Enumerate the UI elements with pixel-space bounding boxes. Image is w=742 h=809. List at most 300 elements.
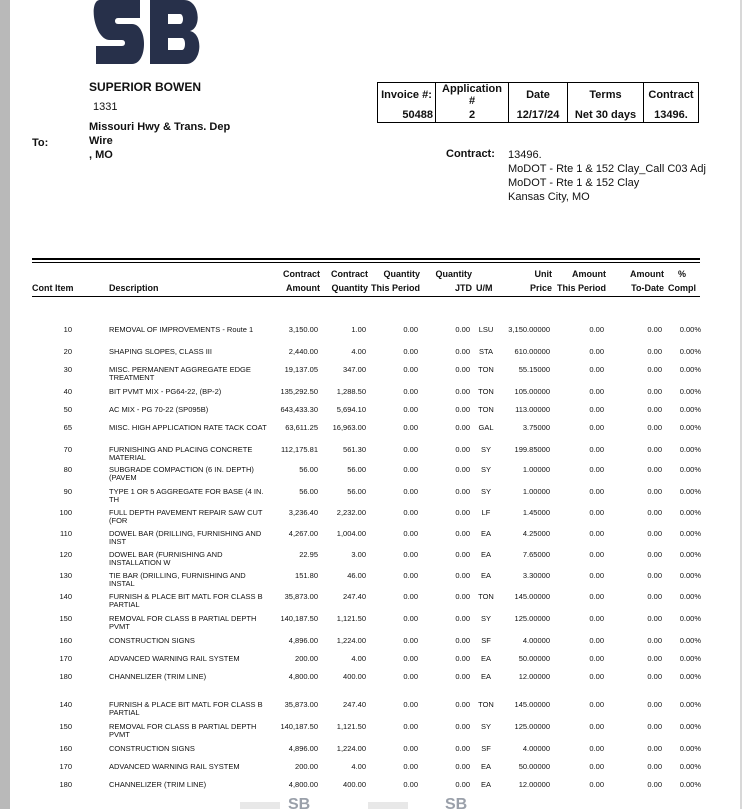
- col-header-description: Description: [109, 283, 159, 293]
- contract-amount: 35,873.00: [284, 700, 318, 709]
- header-line: Unit: [534, 269, 552, 279]
- contract-value: 13496.: [644, 107, 699, 123]
- svg-text:SB: SB: [288, 796, 311, 809]
- qty-this-period: 0.00: [403, 592, 418, 601]
- contract-quantity: 2,232.00: [336, 508, 366, 517]
- contract-amount: 135,292.50: [280, 387, 318, 396]
- cont-item: 110: [60, 529, 72, 538]
- percent-complete: 0.00%: [679, 654, 701, 663]
- qty-jtd: 0.00: [455, 571, 470, 580]
- unit-of-measure: EA: [480, 654, 491, 663]
- percent-complete: 0.00%: [679, 780, 701, 789]
- unit-price: 610.00000: [514, 347, 550, 356]
- amount-this-period: 0.00: [589, 465, 604, 474]
- header-line: Quantity: [383, 269, 420, 279]
- qty-jtd: 0.00: [455, 722, 470, 731]
- unit-of-measure: LF: [481, 508, 491, 517]
- amount-to-date: 0.00: [647, 365, 662, 374]
- qty-this-period: 0.00: [403, 672, 418, 681]
- contract-amount: 4,800.00: [288, 672, 318, 681]
- qty-jtd: 0.00: [455, 387, 470, 396]
- contract-quantity: 1.00: [351, 325, 366, 334]
- item-description: FURNISHING AND PLACING CONCRETE MATERIAL: [109, 445, 253, 462]
- amount-this-period: 0.00: [589, 550, 604, 559]
- qty-jtd: 0.00: [455, 636, 470, 645]
- col-header-contract-quantity: [322, 267, 368, 295]
- amount-this-period: 0.00: [589, 700, 604, 709]
- header-line: Amount: [572, 269, 606, 279]
- qty-this-period: 0.00: [403, 325, 418, 334]
- contract-line: 13496.: [508, 149, 542, 161]
- cont-item: 30: [63, 365, 72, 374]
- superior-bowen-logo: [92, 0, 200, 64]
- qty-jtd: 0.00: [455, 465, 470, 474]
- unit-price: 105.00000: [514, 387, 550, 396]
- unit-price: 113.00000: [515, 405, 550, 414]
- unit-of-measure: TON: [478, 700, 494, 709]
- header-line: To-Date: [631, 283, 664, 293]
- qty-jtd: 0.00: [455, 654, 470, 663]
- cont-item: 140: [59, 700, 72, 709]
- cont-item: 160: [59, 636, 72, 645]
- contract-amount: 22.95: [299, 550, 318, 559]
- item-description: TYPE 1 OR 5 AGGREGATE FOR BASE (4 IN. TH: [109, 487, 264, 504]
- unit-of-measure: EA: [480, 529, 491, 538]
- qty-this-period: 0.00: [403, 722, 418, 731]
- qty-jtd: 0.00: [455, 550, 470, 559]
- qty-jtd: 0.00: [455, 614, 470, 623]
- amount-to-date: 0.00: [647, 387, 662, 396]
- qty-this-period: 0.00: [403, 762, 418, 771]
- amount-to-date: 0.00: [647, 405, 662, 414]
- percent-complete: 0.00%: [679, 529, 701, 538]
- col-header-percent-complete: [666, 267, 698, 295]
- invoice-number-value: 50488: [378, 107, 436, 123]
- customer-address: [89, 120, 259, 162]
- amount-this-period: 0.00: [589, 672, 604, 681]
- qty-this-period: 0.00: [403, 465, 418, 474]
- header-line: Amount: [286, 283, 320, 293]
- application-number-header: Application #: [436, 83, 509, 108]
- contract-quantity: 4.00: [351, 762, 366, 771]
- amount-this-period: 0.00: [589, 592, 604, 601]
- item-description: MISC. PERMANENT AGGREGATE EDGE TREATMENT: [109, 365, 251, 382]
- qty-jtd: 0.00: [455, 325, 470, 334]
- contract-amount: 140,187.50: [280, 614, 318, 623]
- left-page-margin: [0, 0, 10, 809]
- unit-price: 3,150.00000: [508, 325, 550, 334]
- item-description: ADVANCED WARNING RAIL SYSTEM: [109, 654, 240, 663]
- terms-value: Net 30 days: [568, 107, 644, 123]
- contract-amount: 56.00: [299, 465, 318, 474]
- amount-to-date: 0.00: [647, 571, 662, 580]
- qty-this-period: 0.00: [403, 654, 418, 663]
- contract-quantity: 400.00: [343, 672, 366, 681]
- unit-of-measure: GAL: [478, 423, 494, 432]
- unit-of-measure: TON: [478, 365, 494, 374]
- unit-of-measure: TON: [478, 387, 494, 396]
- contract-quantity: 1,121.50: [336, 614, 366, 623]
- qty-this-period: 0.00: [403, 529, 418, 538]
- qty-this-period: 0.00: [403, 365, 418, 374]
- contract-quantity: 247.40: [343, 592, 366, 601]
- cont-item: 140: [59, 592, 72, 601]
- percent-complete: 0.00%: [679, 508, 701, 517]
- unit-of-measure: TON: [478, 592, 494, 601]
- amount-to-date: 0.00: [647, 722, 662, 731]
- item-description: FURNISH & PLACE BIT MATL FOR CLASS B PARTIAL: [109, 592, 263, 609]
- contract-amount: 140,187.50: [280, 722, 318, 731]
- contract-quantity: 5,694.10: [336, 405, 366, 414]
- qty-this-period: 0.00: [403, 487, 418, 496]
- application-number-value: 2: [436, 107, 509, 123]
- unit-of-measure: SY: [480, 445, 491, 454]
- cont-item: 120: [59, 550, 72, 559]
- company-name: SUPERIOR BOWEN: [89, 80, 202, 94]
- amount-this-period: 0.00: [589, 654, 604, 663]
- amount-to-date: 0.00: [647, 487, 662, 496]
- amount-to-date: 0.00: [647, 347, 662, 356]
- amount-to-date: 0.00: [647, 423, 662, 432]
- invoice-number-header: Invoice #:: [378, 83, 436, 108]
- col-header-unit-price: [500, 267, 552, 295]
- qty-this-period: 0.00: [403, 423, 418, 432]
- contract-amount: 63,611.25: [285, 423, 318, 432]
- cont-item: 20: [63, 347, 72, 356]
- unit-price: 4.00000: [522, 744, 550, 753]
- qty-this-period: 0.00: [403, 508, 418, 517]
- cont-item: 170: [59, 654, 72, 663]
- header-line: JTD: [454, 283, 472, 293]
- qty-jtd: 0.00: [455, 672, 470, 681]
- contract-amount: 35,873.00: [284, 592, 318, 601]
- cont-item: 100: [59, 508, 72, 517]
- cont-item: 180: [59, 780, 72, 789]
- item-description: DOWEL BAR (FURNISHING AND INSTALLATION W: [109, 550, 223, 567]
- unit-of-measure: SY: [480, 614, 491, 623]
- table-top-rule: [32, 258, 700, 260]
- company-address: 1331: [93, 101, 118, 113]
- unit-of-measure: TON: [478, 405, 494, 414]
- contract-amount: 4,896.00: [288, 744, 318, 753]
- qty-jtd: 0.00: [455, 780, 470, 789]
- unit-of-measure: EA: [480, 571, 491, 580]
- amount-this-period: 0.00: [589, 347, 604, 356]
- item-description: CONSTRUCTION SIGNS: [109, 636, 195, 645]
- contract-line: MoDOT - Rte 1 & 152 Clay: [508, 177, 640, 189]
- cont-item: 80: [63, 465, 72, 474]
- amount-to-date: 0.00: [647, 780, 662, 789]
- item-description: REMOVAL FOR CLASS B PARTIAL DEPTH PVMT: [109, 614, 257, 631]
- qty-this-period: 0.00: [403, 744, 418, 753]
- unit-price: 12.00000: [518, 780, 550, 789]
- qty-this-period: 0.00: [403, 347, 418, 356]
- qty-this-period: 0.00: [403, 571, 418, 580]
- unit-price: 1.45000: [522, 508, 550, 517]
- unit-of-measure: EA: [480, 550, 491, 559]
- contract-quantity: 561.30: [343, 445, 366, 454]
- cont-item: 90: [63, 487, 72, 496]
- contract-quantity: 56.00: [347, 465, 366, 474]
- date-header: Date: [509, 83, 568, 108]
- col-header-um: U/M: [476, 283, 493, 293]
- qty-this-period: 0.00: [403, 780, 418, 789]
- contract-amount: 3,236.40: [288, 508, 318, 517]
- header-line: This Period: [370, 283, 420, 293]
- col-header-contract-amount: [258, 267, 320, 295]
- unit-price: 199.85000: [514, 445, 550, 454]
- amount-this-period: 0.00: [589, 529, 604, 538]
- percent-complete: 0.00%: [679, 550, 701, 559]
- contract-amount: 112,175.81: [281, 445, 318, 454]
- terms-header: Terms: [568, 83, 644, 108]
- contract-quantity: 347.00: [343, 365, 366, 374]
- customer-line: Missouri Hwy & Trans. Dep: [89, 121, 231, 133]
- percent-complete: 0.00%: [679, 700, 701, 709]
- percent-complete: 0.00%: [679, 487, 701, 496]
- item-description: SUBGRADE COMPACTION (6 IN. DEPTH) (PAVEM: [109, 465, 254, 482]
- contract-amount: 2,440.00: [288, 347, 318, 356]
- unit-of-measure: EA: [480, 672, 491, 681]
- amount-this-period: 0.00: [589, 325, 604, 334]
- amount-this-period: 0.00: [589, 405, 604, 414]
- item-description: TIE BAR (DRILLING, FURNISHING AND INSTAL: [109, 571, 246, 588]
- percent-complete: 0.00%: [679, 465, 701, 474]
- header-line: Contract: [282, 269, 320, 279]
- percent-complete: 0.00%: [679, 347, 701, 356]
- contract-quantity: 4.00: [351, 347, 366, 356]
- qty-jtd: 0.00: [455, 365, 470, 374]
- item-description: SHAPING SLOPES, CLASS III: [109, 347, 212, 356]
- qty-jtd: 0.00: [455, 347, 470, 356]
- contract-quantity: 1,004.00: [336, 529, 366, 538]
- header-line: %: [677, 269, 686, 279]
- customer-line: Wire: [89, 135, 113, 147]
- unit-price: 1.00000: [522, 465, 550, 474]
- col-header-qty-jtd: [426, 267, 472, 295]
- contract-amount: 151.80: [295, 571, 318, 580]
- item-description: AC MIX - PG 70-22 (SP095B): [109, 405, 209, 414]
- amount-to-date: 0.00: [647, 445, 662, 454]
- amount-this-period: 0.00: [589, 423, 604, 432]
- amount-to-date: 0.00: [647, 700, 662, 709]
- contract-quantity: 1,224.00: [336, 636, 366, 645]
- amount-to-date: 0.00: [647, 529, 662, 538]
- col-header-amount-to-date: [614, 267, 664, 295]
- unit-price: 125.00000: [514, 614, 550, 623]
- unit-of-measure: SF: [481, 636, 491, 645]
- amount-this-period: 0.00: [589, 722, 604, 731]
- qty-jtd: 0.00: [455, 405, 470, 414]
- customer-line: , MO: [89, 149, 113, 161]
- qty-jtd: 0.00: [455, 423, 470, 432]
- table-header-rule: [32, 296, 700, 297]
- amount-to-date: 0.00: [647, 465, 662, 474]
- contract-amount: 4,800.00: [288, 780, 318, 789]
- percent-complete: 0.00%: [679, 445, 701, 454]
- contract-quantity: 46.00: [347, 571, 366, 580]
- contract-quantity: 247.40: [343, 700, 366, 709]
- qty-jtd: 0.00: [455, 700, 470, 709]
- amount-this-period: 0.00: [589, 780, 604, 789]
- qty-this-period: 0.00: [403, 550, 418, 559]
- col-header-cont-item: Cont Item: [32, 283, 74, 293]
- header-line: Compl: [668, 283, 696, 293]
- col-header-amount-this-period: [554, 267, 606, 295]
- unit-price: 50.00000: [518, 654, 550, 663]
- item-description: CONSTRUCTION SIGNS: [109, 744, 195, 753]
- contract-quantity: 4.00: [351, 654, 366, 663]
- col-header-qty-this-period: [368, 267, 420, 295]
- cont-item: 40: [63, 387, 72, 396]
- unit-price: 4.00000: [522, 636, 550, 645]
- cont-item: 150: [59, 614, 72, 623]
- qty-this-period: 0.00: [403, 614, 418, 623]
- unit-price: 125.00000: [514, 722, 550, 731]
- unit-price: 1.00000: [522, 487, 550, 496]
- item-description: DOWEL BAR (DRILLING, FURNISHING AND INST: [109, 529, 262, 546]
- svg-text:SB: SB: [445, 796, 468, 809]
- contract-line: MoDOT - Rte 1 & 152 Clay_Call C03 Adj: [508, 163, 706, 175]
- unit-price: 12.00000: [518, 672, 550, 681]
- cont-item: 160: [59, 744, 72, 753]
- header-line: Contract: [330, 269, 368, 279]
- contract-amount: 200.00: [295, 654, 318, 663]
- cont-item: 130: [59, 571, 72, 580]
- item-description: REMOVAL FOR CLASS B PARTIAL DEPTH PVMT: [109, 722, 257, 739]
- contract-amount: 19,137.05: [284, 365, 318, 374]
- amount-this-period: 0.00: [589, 508, 604, 517]
- qty-this-period: 0.00: [403, 636, 418, 645]
- qty-this-period: 0.00: [403, 405, 418, 414]
- unit-of-measure: SY: [480, 487, 491, 496]
- cont-item: 50: [63, 405, 72, 414]
- percent-complete: 0.00%: [679, 636, 701, 645]
- amount-to-date: 0.00: [647, 636, 662, 645]
- contract-quantity: 1,288.50: [336, 387, 366, 396]
- footer-logo-strip: [240, 796, 500, 809]
- unit-price: 50.00000: [518, 762, 550, 771]
- percent-complete: 0.00%: [679, 592, 701, 601]
- amount-to-date: 0.00: [647, 744, 662, 753]
- unit-price: 7.65000: [522, 550, 550, 559]
- unit-of-measure: SF: [481, 744, 491, 753]
- invoice-info-box: [377, 82, 699, 123]
- amount-this-period: 0.00: [589, 762, 604, 771]
- item-description: FURNISH & PLACE BIT MATL FOR CLASS B PARTIAL: [109, 700, 263, 717]
- contract-label: Contract:: [446, 148, 495, 160]
- item-description: CHANNELIZER (TRIM LINE): [109, 672, 207, 681]
- amount-this-period: 0.00: [589, 445, 604, 454]
- percent-complete: 0.00%: [679, 762, 701, 771]
- qty-jtd: 0.00: [455, 592, 470, 601]
- percent-complete: 0.00%: [679, 614, 701, 623]
- amount-this-period: 0.00: [589, 365, 604, 374]
- percent-complete: 0.00%: [679, 672, 701, 681]
- unit-price: 145.00000: [514, 592, 550, 601]
- header-line: Quantity: [435, 269, 472, 279]
- unit-of-measure: SY: [480, 465, 491, 474]
- amount-to-date: 0.00: [647, 762, 662, 771]
- item-description: CHANNELIZER (TRIM LINE): [109, 780, 207, 789]
- item-description: MISC. HIGH APPLICATION RATE TACK COAT: [109, 423, 267, 432]
- qty-this-period: 0.00: [403, 445, 418, 454]
- unit-price: 145.00000: [514, 700, 550, 709]
- amount-to-date: 0.00: [647, 592, 662, 601]
- contract-quantity: 3.00: [351, 550, 366, 559]
- contract-quantity: 400.00: [343, 780, 366, 789]
- amount-to-date: 0.00: [647, 508, 662, 517]
- percent-complete: 0.00%: [679, 405, 701, 414]
- qty-this-period: 0.00: [403, 700, 418, 709]
- percent-complete: 0.00%: [679, 571, 701, 580]
- qty-this-period: 0.00: [403, 387, 418, 396]
- cont-item: 70: [63, 445, 72, 454]
- header-line: Amount: [630, 269, 664, 279]
- contract-header: Contract: [644, 83, 699, 108]
- unit-of-measure: LSU: [478, 325, 494, 334]
- unit-of-measure: STA: [478, 347, 494, 356]
- amount-to-date: 0.00: [647, 654, 662, 663]
- contract-quantity: 56.00: [347, 487, 366, 496]
- item-description: ADVANCED WARNING RAIL SYSTEM: [109, 762, 240, 771]
- qty-jtd: 0.00: [455, 744, 470, 753]
- qty-jtd: 0.00: [455, 445, 470, 454]
- unit-price: 3.75000: [522, 423, 550, 432]
- contract-details: [508, 148, 706, 204]
- date-value: 12/17/24: [509, 107, 568, 123]
- qty-jtd: 0.00: [455, 508, 470, 517]
- cont-item: 180: [59, 672, 72, 681]
- cont-item: 65: [63, 423, 72, 432]
- percent-complete: 0.00%: [679, 722, 701, 731]
- amount-this-period: 0.00: [589, 487, 604, 496]
- contract-amount: 200.00: [295, 762, 318, 771]
- unit-price: 3.30000: [522, 571, 550, 580]
- cont-item: 150: [59, 722, 72, 731]
- contract-amount: 56.00: [299, 487, 318, 496]
- contract-quantity: 16,963.00: [332, 423, 366, 432]
- unit-of-measure: EA: [480, 780, 491, 789]
- item-description: BIT PVMT MIX - PG64-22, (BP-2): [109, 387, 222, 396]
- header-line: This Period: [556, 283, 606, 293]
- unit-price: 55.15000: [518, 365, 550, 374]
- amount-to-date: 0.00: [647, 672, 662, 681]
- qty-jtd: 0.00: [455, 487, 470, 496]
- amount-to-date: 0.00: [647, 550, 662, 559]
- contract-quantity: 1,224.00: [336, 744, 366, 753]
- amount-this-period: 0.00: [589, 636, 604, 645]
- amount-this-period: 0.00: [589, 614, 604, 623]
- header-line: Price: [529, 283, 552, 293]
- percent-complete: 0.00%: [679, 423, 701, 432]
- contract-amount: 4,267.00: [288, 529, 318, 538]
- header-line: Quantity: [331, 283, 368, 293]
- amount-this-period: 0.00: [589, 387, 604, 396]
- unit-price: 4.25000: [522, 529, 550, 538]
- amount-to-date: 0.00: [647, 614, 662, 623]
- amount-this-period: 0.00: [589, 571, 604, 580]
- percent-complete: 0.00%: [679, 365, 701, 374]
- item-description: REMOVAL OF IMPROVEMENTS - Route 1: [109, 325, 254, 334]
- percent-complete: 0.00%: [679, 325, 701, 334]
- percent-complete: 0.00%: [679, 387, 701, 396]
- amount-this-period: 0.00: [589, 744, 604, 753]
- percent-complete: 0.00%: [679, 744, 701, 753]
- unit-of-measure: EA: [480, 762, 491, 771]
- qty-jtd: 0.00: [455, 529, 470, 538]
- contract-amount: 643,433.30: [280, 405, 318, 414]
